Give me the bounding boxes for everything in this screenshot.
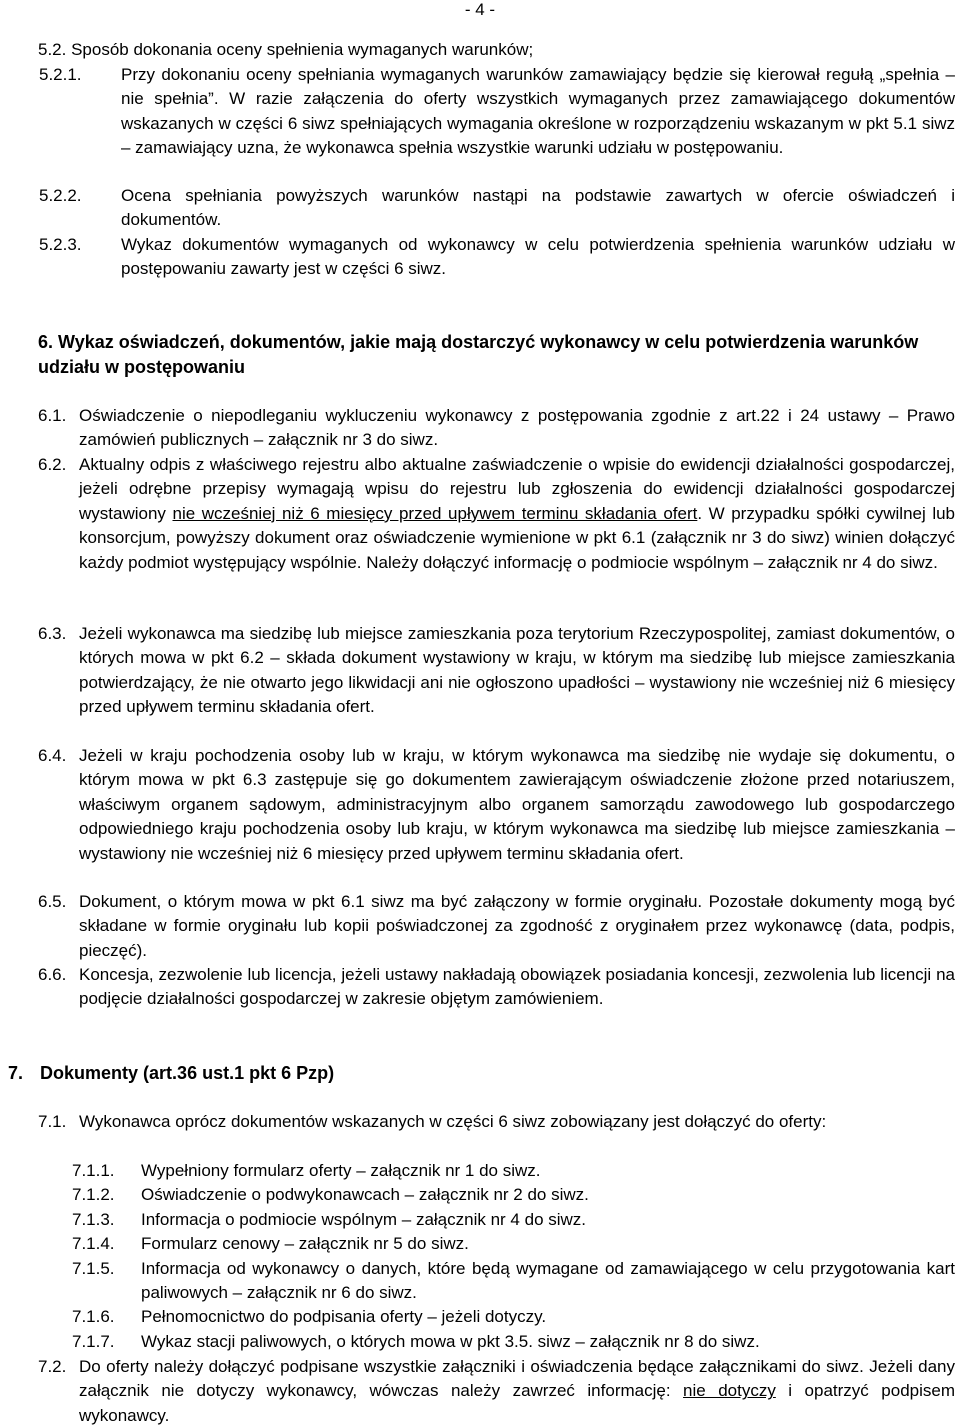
section-number: 5.2.2. bbox=[39, 186, 82, 205]
section-text: Sposób dokonania oceny spełnienia wymaganych warunków; bbox=[71, 40, 534, 59]
section-number: 6.6. bbox=[38, 965, 67, 984]
section-7-1-7 bbox=[72, 1330, 955, 1354]
section-text: Do oferty należy dołączyć podpisane wszystkie załączniki i oświadczenia będące załącznikami do siwz. Jeżeli dany załącznik nie dotyczy wykonawcy, wówczas należy zawrzeć informację: nie dotyczy i opatrzyć podpisem wykonawcy. bbox=[79, 1357, 955, 1425]
section-7-1-4 bbox=[72, 1232, 955, 1256]
section-text: Oświadczenie o niepodleganiu wykluczeniu wykonawcy z postępowania zgodnie z art.22 i 24 ustawy – Prawo zamówień publicznych – załącznik nr 3 do siwz. bbox=[79, 406, 955, 450]
section-5-2-2 bbox=[39, 184, 955, 233]
section-number: 6.2. bbox=[38, 455, 67, 474]
section-text: Wykaz dokumentów wymaganych od wykonawcy w celu potwierdzenia spełnienia warunków udziału w postępowaniu zawarty jest w części 6 siwz. bbox=[121, 235, 955, 279]
section-number: 5.2.3. bbox=[39, 235, 82, 254]
section-6-2 bbox=[38, 453, 956, 575]
section-text: Wykonawca oprócz dokumentów wskazanych w części 6 siwz zobowiązany jest dołączyć do oferty: bbox=[79, 1112, 827, 1131]
section-number: 6.1. bbox=[38, 406, 67, 425]
section-7-1 bbox=[38, 1110, 955, 1134]
heading-section-7 bbox=[8, 1061, 908, 1086]
section-7-1-6 bbox=[72, 1305, 955, 1329]
heading-text: Wykaz oświadczeń, dokumentów, jakie mają dostarczyć wykonawcy w celu potwierdzenia warunków udziału w postępowaniu bbox=[38, 332, 919, 377]
section-5-2-3 bbox=[39, 233, 955, 282]
page-number: - 4 - bbox=[464, 0, 496, 19]
section-number: 7.1.1. bbox=[72, 1161, 115, 1180]
section-text: Dokument, o którym mowa w pkt 6.1 siwz ma być załączony w formie oryginału. Pozostałe dokumenty mogą być składane w formie oryginału lub kopii poświadczonej za zgodność z oryginałem przez wykonawcę (data, podpis, pieczęć). bbox=[79, 892, 955, 960]
section-text: Jeżeli w kraju pochodzenia osoby lub w kraju, w którym wykonawca ma siedzibę nie wydaje się dokumentu, o którym mowa w pkt 6.3 zastępuje się go dokumentem zawierającym oświadczenie złożone przed notariuszem, właściwym organem sądowym, administracyjnym albo organem samorządu zawodowego lub gospodarczego odpowiedniego kraju pochodzenia osoby lub kraju, w którym wykonawca ma siedzibę lub miejsce zamieszkania – wystawiony nie wcześniej niż 6 miesięcy przed upływem terminu składania ofert. bbox=[79, 746, 955, 863]
section-7-2 bbox=[38, 1355, 955, 1428]
section-text: Pełnomocnictwo do podpisania oferty – jeżeli dotyczy. bbox=[141, 1307, 547, 1326]
section-number: 5.2.1. bbox=[39, 65, 82, 84]
section-7-1-1 bbox=[72, 1159, 955, 1183]
section-text: Oświadczenie o podwykonawcach – załącznik nr 2 do siwz. bbox=[141, 1185, 589, 1204]
section-text: Ocena spełniania powyższych warunków nastąpi na podstawie zawartych w ofercie oświadczeń i dokumentów. bbox=[121, 186, 955, 230]
section-number: 7.1.7. bbox=[72, 1332, 115, 1351]
section-7-1-3 bbox=[72, 1208, 955, 1232]
section-number: 6.3. bbox=[38, 624, 67, 643]
section-text: Informacja o podmiocie wspólnym – załącznik nr 4 do siwz. bbox=[141, 1210, 587, 1229]
section-5-2-1 bbox=[39, 63, 955, 161]
section-number: 7.1. bbox=[38, 1112, 67, 1131]
section-5-2 bbox=[38, 38, 918, 62]
section-number: 7.1.6. bbox=[72, 1307, 115, 1326]
section-6-1 bbox=[38, 404, 955, 453]
section-number: 7.1.5. bbox=[72, 1259, 115, 1278]
section-number: 7.1.3. bbox=[72, 1210, 115, 1229]
section-number: 6.4. bbox=[38, 746, 67, 765]
section-6-3 bbox=[38, 622, 955, 720]
heading-text: Dokumenty (art.36 ust.1 pkt 6 Pzp) bbox=[40, 1063, 335, 1083]
section-7-1-5 bbox=[72, 1257, 955, 1306]
section-text: Wypełniony formularz oferty – załącznik nr 1 do siwz. bbox=[141, 1161, 541, 1180]
section-text: Przy dokonaniu oceny spełniania wymaganych warunków zamawiający będzie się kierował regułą „spełnia – nie spełnia”. W razie załączenia do oferty wszystkich wymaganych przez zamawiającego dokumentów wskazanych w części 6 siwz spełniających wymagania określone w rozporządzeniu wskazanym w pkt 5.1 siwz – zamawiający uzna, że wykonawca spełnia wszystkie warunki udziału w postępowaniu. bbox=[121, 65, 955, 158]
section-text: Informacja od wykonawcy o danych, które będą wymagane od zamawiającego w celu przygotowania kart paliwowych – załącznik nr 6 do siwz. bbox=[141, 1259, 955, 1303]
section-number: 6.5. bbox=[38, 892, 67, 911]
section-number: 7.1.2. bbox=[72, 1185, 115, 1204]
section-7-1-2 bbox=[72, 1183, 955, 1207]
section-text: Aktualny odpis z właściwego rejestru albo aktualne zaświadczenie o wpisie do ewidencji działalności gospodarczej, jeżeli odrębne przepisy wymagają wpisu do rejestru lub zgłoszenia do ewidencji działalności gospodarczej wystawiony nie wcześniej niż 6 miesięcy przed upływem terminu składania ofert. W przypadku spółki cywilnej lub konsorcjum, powyższy dokument oraz oświadczenie wymienione w pkt 6.1 (załącznik nr 3 do siwz) winien dołączyć każdy podmiot występujący wspólnie. Należy dołączyć informację o podmiocie wspólnym – załącznik nr 4 do siwz. bbox=[79, 455, 956, 572]
section-text: Jeżeli wykonawca ma siedzibę lub miejsce zamieszkania poza terytorium Rzeczypospolitej, zamiast dokumentów, o których mowa w pkt 6.2 – składa dokument wystawiony w kraju, w którym ma siedzibę lub miejsce zamieszkania potwierdzający, że nie otwarto jego likwidacji ani nie ogłoszono upadłości – wystawiony nie wcześniej niż 6 miesięcy przed upływem terminu składania ofert. bbox=[79, 624, 955, 717]
section-text: Formularz cenowy – załącznik nr 5 do siwz. bbox=[141, 1234, 469, 1253]
section-6-5 bbox=[38, 890, 955, 963]
heading-number: 7. bbox=[8, 1063, 24, 1083]
section-number: 7.2. bbox=[38, 1357, 67, 1376]
heading-number: 6. bbox=[38, 332, 54, 352]
section-text: Koncesja, zezwolenie lub licencja, jeżeli ustawy nakładają obowiązek posiadania koncesji, zezwolenia lub licencji na podjęcie działalności gospodarczej w zakresie objętym zamówieniem. bbox=[79, 965, 955, 1009]
section-number: 7.1.4. bbox=[72, 1234, 115, 1253]
section-6-6 bbox=[38, 963, 955, 1012]
heading-section-6 bbox=[38, 330, 956, 380]
section-number: 5.2. bbox=[38, 40, 67, 59]
section-text: Wykaz stacji paliwowych, o których mowa w pkt 3.5. siwz – załącznik nr 8 do siwz. bbox=[141, 1332, 760, 1351]
section-6-4 bbox=[38, 744, 955, 866]
